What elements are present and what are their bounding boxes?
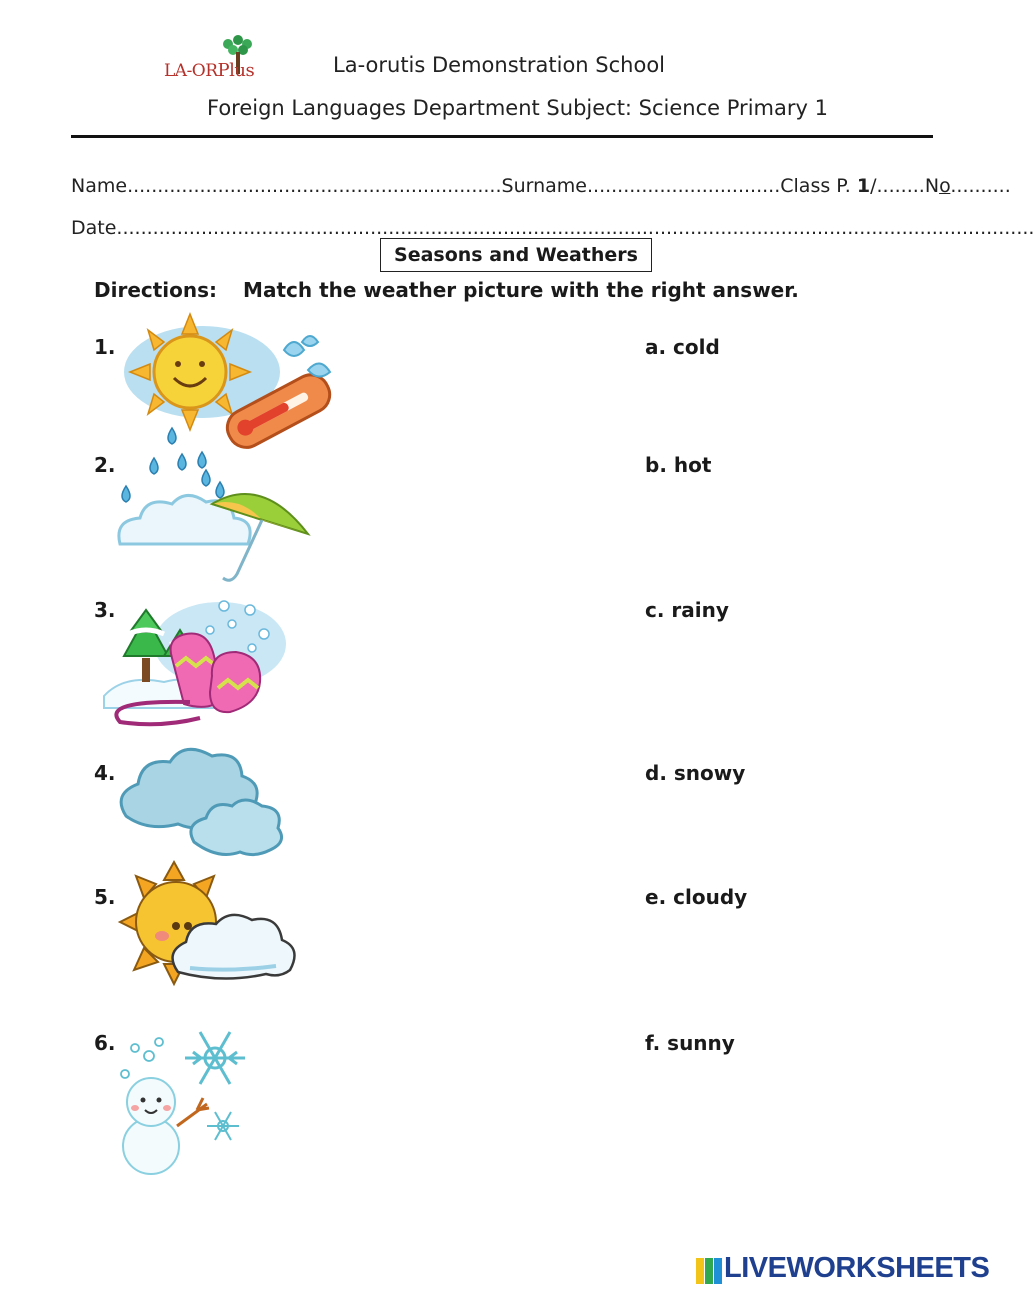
directions-label: Directions: xyxy=(94,278,218,302)
answer-option[interactable]: c. rainy xyxy=(645,598,729,622)
answer-option[interactable]: f. sunny xyxy=(645,1031,735,1055)
date-label: Date xyxy=(71,217,117,239)
name-field[interactable]: .............................................................. xyxy=(127,175,502,197)
rain-umbrella-icon[interactable] xyxy=(112,424,317,589)
class-field[interactable]: ........ xyxy=(876,175,925,197)
clouds-icon[interactable] xyxy=(114,746,284,861)
worksheet-title: Seasons and Weathers xyxy=(380,238,652,272)
directions-text: Match the weather picture with the right answer. xyxy=(243,278,799,302)
item-number: 5. xyxy=(94,885,116,909)
item-number: 4. xyxy=(94,761,116,785)
header-divider xyxy=(71,135,933,138)
item-number: 2. xyxy=(94,453,116,477)
date-line xyxy=(71,217,1034,239)
class-label: Class P. xyxy=(780,175,851,197)
item-number: 3. xyxy=(94,598,116,622)
student-info-line: Name..............................................................Surname................................Class P. 1/........No.......... xyxy=(71,175,1011,197)
item-number: 6. xyxy=(94,1031,116,1055)
school-name: La-orutis Demonstration School xyxy=(333,53,666,77)
sun-cloud-icon[interactable] xyxy=(118,860,298,1000)
school-logo xyxy=(160,34,290,90)
snow-mittens-icon[interactable] xyxy=(100,592,300,742)
liveworksheets-logo-icon xyxy=(696,1258,722,1284)
logo-wordmark: LA-ORPlus xyxy=(164,60,255,81)
directions xyxy=(94,278,799,302)
name-label: Name xyxy=(71,175,128,197)
number-label: No xyxy=(924,175,951,197)
class-value: 1 xyxy=(856,175,871,197)
liveworksheets-text: LIVEWORKSHEETS xyxy=(724,1252,990,1284)
answer-option[interactable]: b. hot xyxy=(645,453,712,477)
answer-option[interactable]: a. cold xyxy=(645,335,720,359)
date-field[interactable]: ........................................................................................................................................................ xyxy=(116,217,1034,239)
number-field[interactable]: .......... xyxy=(950,175,1011,197)
answer-option[interactable]: d. snowy xyxy=(645,761,746,785)
department-line: Foreign Languages Department Subject: Science Primary 1 xyxy=(207,96,828,120)
surname-field[interactable]: ................................ xyxy=(586,175,781,197)
item-number: 1. xyxy=(94,335,116,359)
snowman-snowflake-icon[interactable] xyxy=(115,1022,260,1177)
answer-option[interactable]: e. cloudy xyxy=(645,885,748,909)
surname-label: Surname xyxy=(501,175,587,197)
